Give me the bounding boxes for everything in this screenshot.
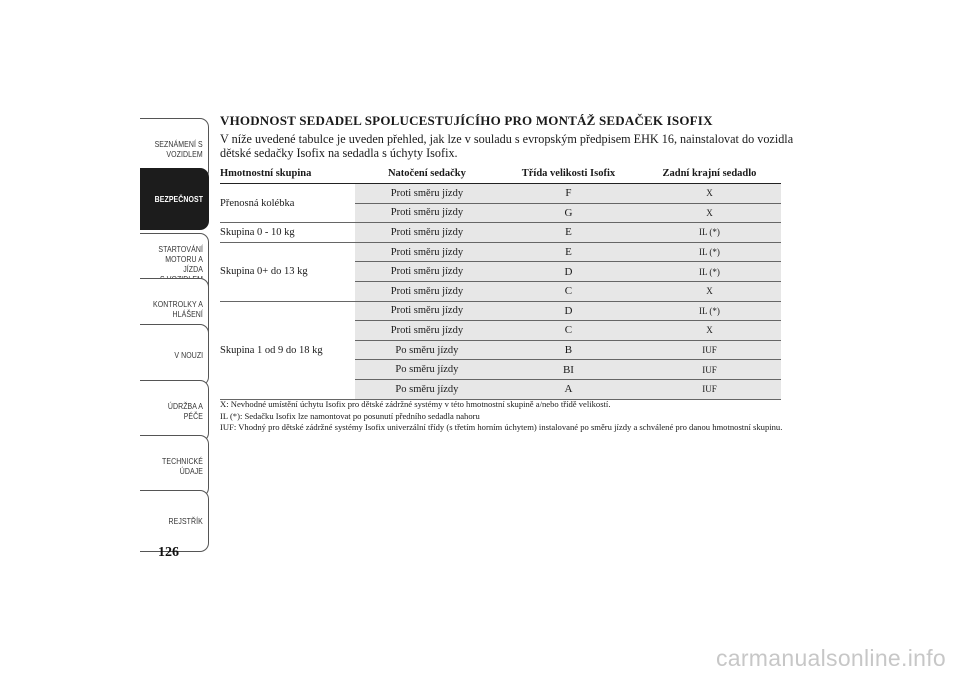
watermark: carmanualsonline.info bbox=[715, 645, 946, 671]
orientation-cell: Proti směru jízdy bbox=[355, 301, 499, 321]
table-header-row bbox=[220, 164, 781, 184]
rear-seat-cell: X bbox=[638, 203, 781, 223]
tab-label: BEZPEČNOST bbox=[154, 194, 203, 204]
class-cell: BI bbox=[499, 360, 638, 380]
class-cell: D bbox=[499, 262, 638, 282]
weight-group-cell: Přenosná kolébka bbox=[220, 184, 355, 223]
header-orientation: Natočení sedačky bbox=[355, 164, 499, 184]
page-number: 126 bbox=[158, 545, 179, 560]
header-weight-group: Hmotnostní skupina bbox=[220, 164, 355, 184]
tab-v-nouzi[interactable] bbox=[140, 324, 209, 386]
section-heading: VHODNOST SEDADEL SPOLUCESTUJÍCÍHO PRO MONTÁŽ SEDAČEK ISOFIX bbox=[220, 113, 713, 128]
intro-paragraph: V níže uvedené tabulce je uveden přehled, jak lze v souladu s evropským předpisem EHK 16, nainstalovat do vozidla dětské sedačky Isofix na sedadla s úchyty Isofix. bbox=[220, 132, 794, 160]
tab-udrzba-a-pece[interactable] bbox=[140, 380, 209, 442]
rear-seat-cell: IL (*) bbox=[638, 262, 781, 282]
rear-seat-cell: X bbox=[638, 321, 781, 341]
class-cell: C bbox=[499, 281, 638, 301]
tab-technicke-udaje[interactable] bbox=[140, 435, 209, 497]
orientation-cell: Proti směru jízdy bbox=[355, 262, 499, 282]
class-cell: G bbox=[499, 203, 638, 223]
orientation-cell: Po směru jízdy bbox=[355, 379, 499, 399]
orientation-cell: Proti směru jízdy bbox=[355, 321, 499, 341]
rear-seat-cell: X bbox=[638, 184, 781, 204]
rear-seat-cell: IUF bbox=[638, 379, 781, 399]
orientation-cell: Proti směru jízdy bbox=[355, 242, 499, 262]
class-cell: D bbox=[499, 301, 638, 321]
table-row bbox=[220, 223, 781, 243]
orientation-cell: Proti směru jízdy bbox=[355, 184, 499, 204]
tab-label: V NOUZI bbox=[174, 350, 203, 360]
weight-group-cell: Skupina 1 od 9 do 18 kg bbox=[220, 301, 355, 399]
tab-label: KONTROLKY A HLÁŠENÍ bbox=[153, 299, 203, 319]
tab-label: TECHNICKÉ ÚDAJE bbox=[161, 456, 203, 476]
tab-label: REJSTŘÍK bbox=[168, 516, 203, 526]
class-cell: E bbox=[499, 223, 638, 243]
weight-group-cell: Skupina 0 - 10 kg bbox=[220, 223, 355, 243]
rear-seat-cell: IUF bbox=[638, 360, 781, 380]
orientation-cell: Proti směru jízdy bbox=[355, 223, 499, 243]
note-x: X: Nevhodné umístění úchytu Isofix pro dětské zádržné systémy v této hmotnostní skupině a/nebo třídě velikostí. bbox=[220, 399, 611, 409]
header-isofix-class: Třída velikosti Isofix bbox=[499, 164, 638, 184]
tab-label: STARTOVÁNÍ MOTORU A JÍZDA bbox=[158, 244, 203, 274]
orientation-cell: Proti směru jízdy bbox=[355, 281, 499, 301]
rear-seat-cell: X bbox=[638, 281, 781, 301]
tab-label: SEZNÁMENÍ S VOZIDLEM bbox=[154, 139, 203, 159]
table-notes bbox=[220, 399, 790, 434]
tab-rejstrik[interactable] bbox=[140, 490, 209, 552]
class-cell: A bbox=[499, 379, 638, 399]
orientation-cell: Proti směru jízdy bbox=[355, 203, 499, 223]
note-iuf: IUF: Vhodný pro dětské zádržné systémy Isofix univerzální třídy (s třetím horním úchytem) instalované po směru jízdy a schválené pro danou hmotnostní skupinu. bbox=[220, 422, 783, 432]
weight-group-cell: Skupina 0+ do 13 kg bbox=[220, 242, 355, 301]
note-il: IL (*): Sedačku Isofix lze namontovat po posunutí předního sedadla nahoru bbox=[220, 410, 480, 421]
table-row bbox=[220, 242, 781, 262]
header-rear-seat: Zadní krajní sedadlo bbox=[638, 164, 781, 184]
table-row bbox=[220, 301, 781, 321]
table-row bbox=[220, 184, 781, 204]
tab-bezpecnost[interactable] bbox=[140, 168, 209, 230]
orientation-cell: Po směru jízdy bbox=[355, 340, 499, 360]
rear-seat-cell: IL (*) bbox=[638, 223, 781, 243]
class-cell: B bbox=[499, 340, 638, 360]
isofix-table bbox=[220, 164, 781, 400]
class-cell: C bbox=[499, 321, 638, 341]
orientation-cell: Po směru jízdy bbox=[355, 360, 499, 380]
class-cell: F bbox=[499, 184, 638, 204]
rear-seat-cell: IL (*) bbox=[638, 301, 781, 321]
rear-seat-cell: IL (*) bbox=[638, 242, 781, 262]
class-cell: E bbox=[499, 242, 638, 262]
tab-label: ÚDRŽBA A PÉČE bbox=[167, 401, 203, 421]
rear-seat-cell: IUF bbox=[638, 340, 781, 360]
